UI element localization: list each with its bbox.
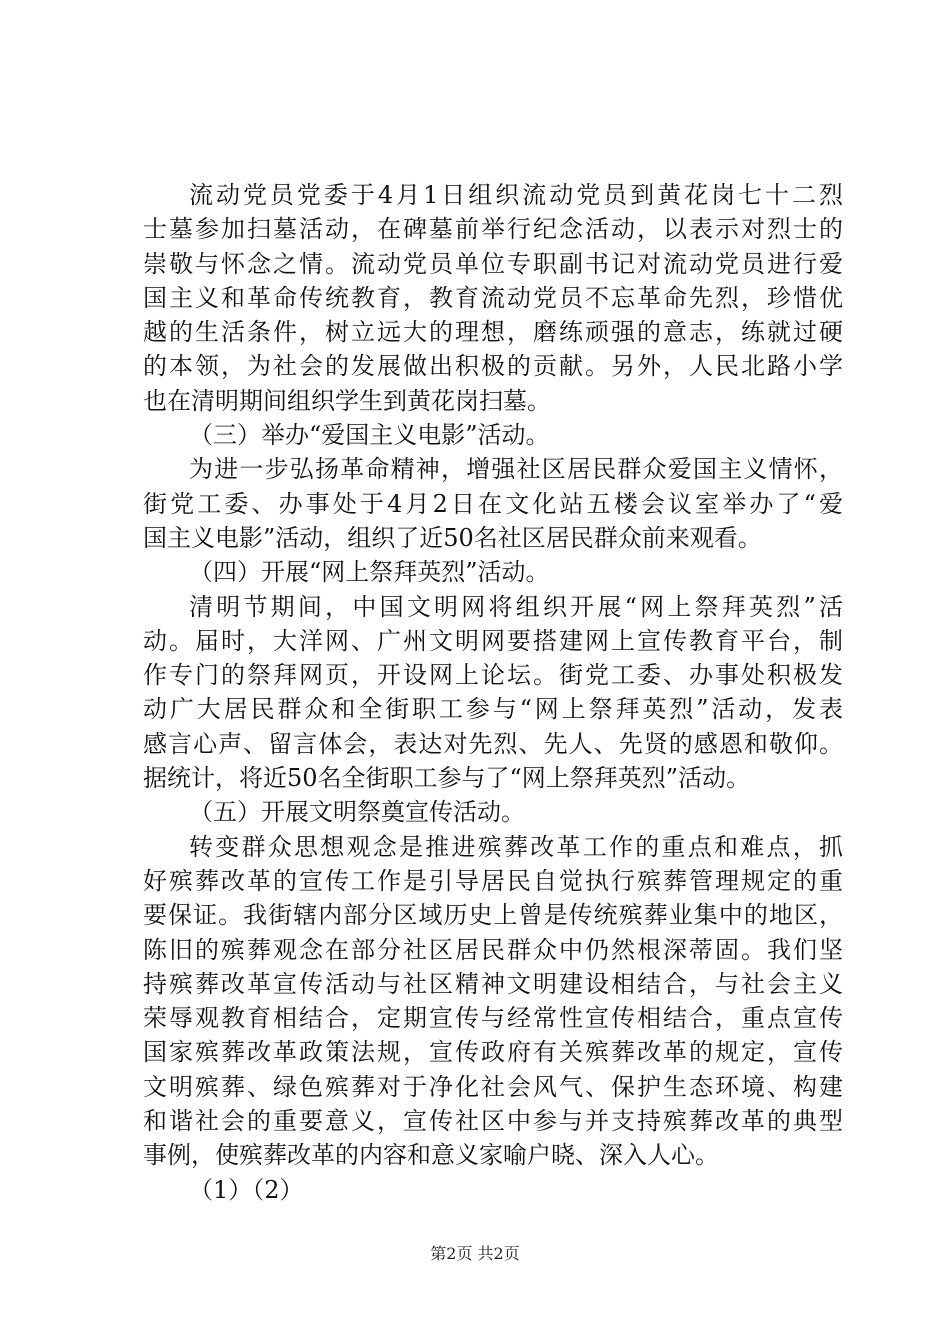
page-number-footer: 第2页 共2页 [430, 1244, 520, 1263]
text-line: 和谐社会的重要意义，宣传社区中参与并支持殡葬改革的典型 [143, 1107, 843, 1136]
text-line: （1）（2） [189, 1175, 304, 1204]
text-line: （五）开展文明祭奠宣传活动。 [189, 798, 525, 827]
text-line: 感言心声、留言体会，表达对先烈、先人、先贤的感恩和敬仰。 [143, 729, 843, 758]
text-line: 越的生活条件，树立远大的理想，磨练顽强的意志，练就过硬 [143, 318, 843, 347]
text-line: 作专门的祭拜网页，开设网上论坛。街党工委、办事处积极发 [143, 661, 843, 690]
text-line: 的本领，为社会的发展做出积极的贡献。另外，人民北路小学 [143, 352, 843, 381]
text-line: 动广大居民群众和全街职工参与“网上祭拜英烈”活动，发表 [143, 695, 843, 724]
text-line: 国主义和革命传统教育，教育流动党员不忘革命先烈，珍惜优 [143, 283, 843, 312]
text-line: 事例，使殡葬改革的内容和意义家喻户晓、深入人心。 [143, 1141, 719, 1170]
text-line: 据统计，将近50名全街职工参与了“网上祭拜英烈”活动。 [143, 764, 751, 793]
text-line: 士墓参加扫墓活动，在碑墓前举行纪念活动，以表示对烈士的 [143, 215, 843, 244]
text-line: 为进一步弘扬革命精神，增强社区居民群众爱国主义情怀， [189, 455, 843, 484]
text-line: 国主义电影”活动，组织了近50名社区居民群众前来观看。 [143, 523, 762, 552]
text-line: 也在清明期间组织学生到黄花岗扫墓。 [143, 386, 551, 415]
text-line: 陈旧的殡葬观念在部分社区居民群众中仍然根深蒂固。我们坚 [143, 935, 843, 964]
text-line: 崇敬与怀念之情。流动党员单位专职副书记对流动党员进行爱 [143, 249, 843, 278]
text-line: 国家殡葬改革政策法规，宣传政府有关殡葬改革的规定，宣传 [143, 1038, 843, 1067]
text-line: （四）开展“网上祭拜英烈”活动。 [189, 558, 550, 587]
text-line: 文明殡葬、绿色殡葬对于净化社会风气、保护生态环境、构建 [143, 1072, 843, 1101]
document-body [143, 178, 843, 1207]
text-line: 街党工委、办事处于4月2日在文化站五楼会议室举办了“爱 [143, 489, 843, 518]
text-line: 好殡葬改革的宣传工作是引导居民自觉执行殡葬管理规定的重 [143, 866, 843, 895]
text-line: 要保证。我街辖内部分区域历史上曾是传统殡葬业集中的地区， [143, 901, 843, 930]
text-line: 荣辱观教育相结合，定期宣传与经常性宣传相结合，重点宣传 [143, 1004, 843, 1033]
text-line: 流动党员党委于4月1日组织流动党员到黄花岗七十二烈 [189, 181, 843, 209]
text-line: 转变群众思想观念是推进殡葬改革工作的重点和难点，抓 [189, 832, 843, 861]
text-line: 动。届时，大洋网、广州文明网要搭建网上宣传教育平台，制 [143, 626, 843, 655]
text-line: （三）举办“爱国主义电影”活动。 [189, 421, 550, 450]
text-line: 清明节期间，中国文明网将组织开展“网上祭拜英烈”活 [189, 592, 843, 621]
text-line: 持殡葬改革宣传活动与社区精神文明建设相结合，与社会主义 [143, 969, 843, 998]
